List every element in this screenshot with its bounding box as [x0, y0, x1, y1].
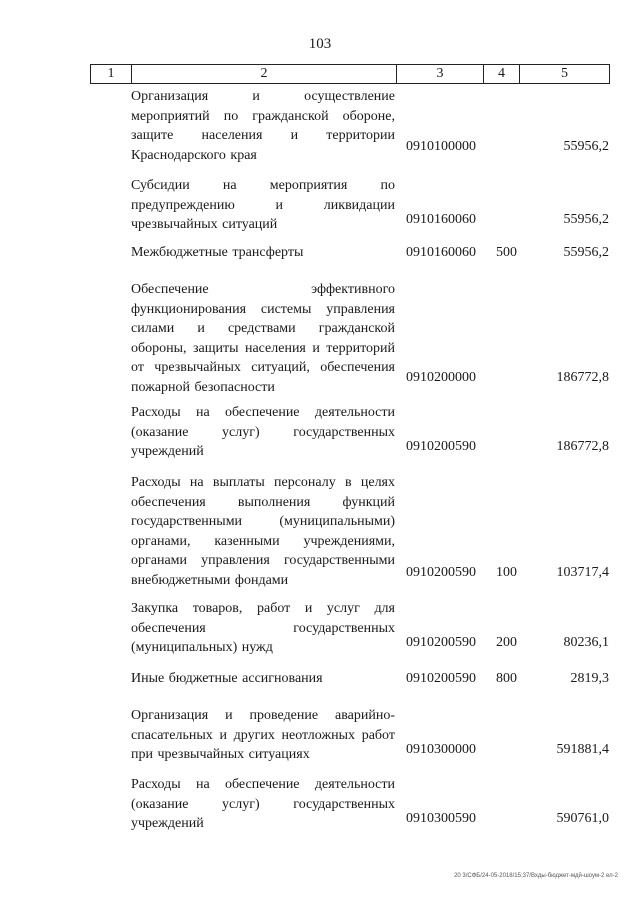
row-description: Расходы на обеспечение деятельности (оказание услуг) государственных учреждений: [131, 405, 395, 459]
row-expense-type: 100: [496, 565, 517, 580]
row-description: Закупка товаров, работ и услуг для обеспечения государственных (муниципальных) нужд: [131, 601, 395, 655]
row-amount: 55956,2: [563, 139, 609, 154]
row-description: Расходы на обеспечение деятельности (оказание услуг) государственных учреждений: [131, 777, 395, 831]
row-amount: 590761,0: [556, 811, 609, 826]
row-expense-type: 500: [496, 245, 517, 260]
row-description: Субсидии на мероприятия по предупреждению и ликвидации чрезвычайных ситуаций: [131, 178, 395, 232]
document-footer: 20 3/СФБ/24-05-2018/15:37/Вхды-бюджет-мдй-шоум-2 ел-2: [454, 873, 618, 879]
row-code: 0910200590: [406, 671, 476, 686]
row-code: 0910160060: [406, 245, 476, 260]
row-amount: 591881,4: [556, 742, 609, 757]
row-code: 0910200590: [406, 635, 476, 650]
row-amount: 103717,4: [556, 565, 609, 580]
row-code: 0910300590: [406, 811, 476, 826]
row-code: 0910200590: [406, 439, 476, 454]
row-description: Расходы на выплаты персоналу в целях обеспечения выполнения функций государственными (муниципальными) органами, казенными учреждениями, органами управления государственными внебюджетными фондами: [131, 475, 395, 588]
row-description: Иные бюджетные ассигнования: [131, 671, 323, 686]
row-description: Организация и осуществление мероприятий по гражданской обороне, защите населения и территории Краснодарского края: [131, 89, 395, 163]
header-col-4: 4: [484, 65, 520, 83]
row-amount: 80236,1: [563, 635, 609, 650]
row-code: 0910200000: [406, 370, 476, 385]
page-number: 103: [308, 36, 332, 52]
row-amount: 186772,8: [556, 370, 609, 385]
row-description: Межбюджетные трансферты: [131, 245, 304, 260]
row-code: 0910160060: [406, 212, 476, 227]
row-code: 0910300000: [406, 742, 476, 757]
header-col-5: 5: [561, 66, 568, 81]
row-code: 0910100000: [406, 139, 476, 154]
row-description: Обеспечение эффективного функционирования системы управления силами и средствами гражданской обороны, защиты населения и территорий от чрезвычайных ситуаций, обеспечения пожарной безопасности: [131, 282, 395, 395]
row-amount: 55956,2: [563, 245, 609, 260]
row-description: Организация и проведение аварийно-спасательных и других неотложных работ при чрезвычайных ситуациях: [131, 708, 395, 762]
row-expense-type: 200: [496, 635, 517, 650]
header-col-1: 1: [91, 65, 132, 83]
header-col-2: 2: [132, 65, 397, 83]
row-code: 0910200590: [406, 565, 476, 580]
row-amount: 186772,8: [556, 439, 609, 454]
row-amount: 55956,2: [563, 212, 609, 227]
header-col-3: 3: [397, 65, 484, 83]
row-amount: 2819,3: [570, 671, 609, 686]
table-header: [90, 64, 610, 84]
row-expense-type: 800: [496, 671, 517, 686]
